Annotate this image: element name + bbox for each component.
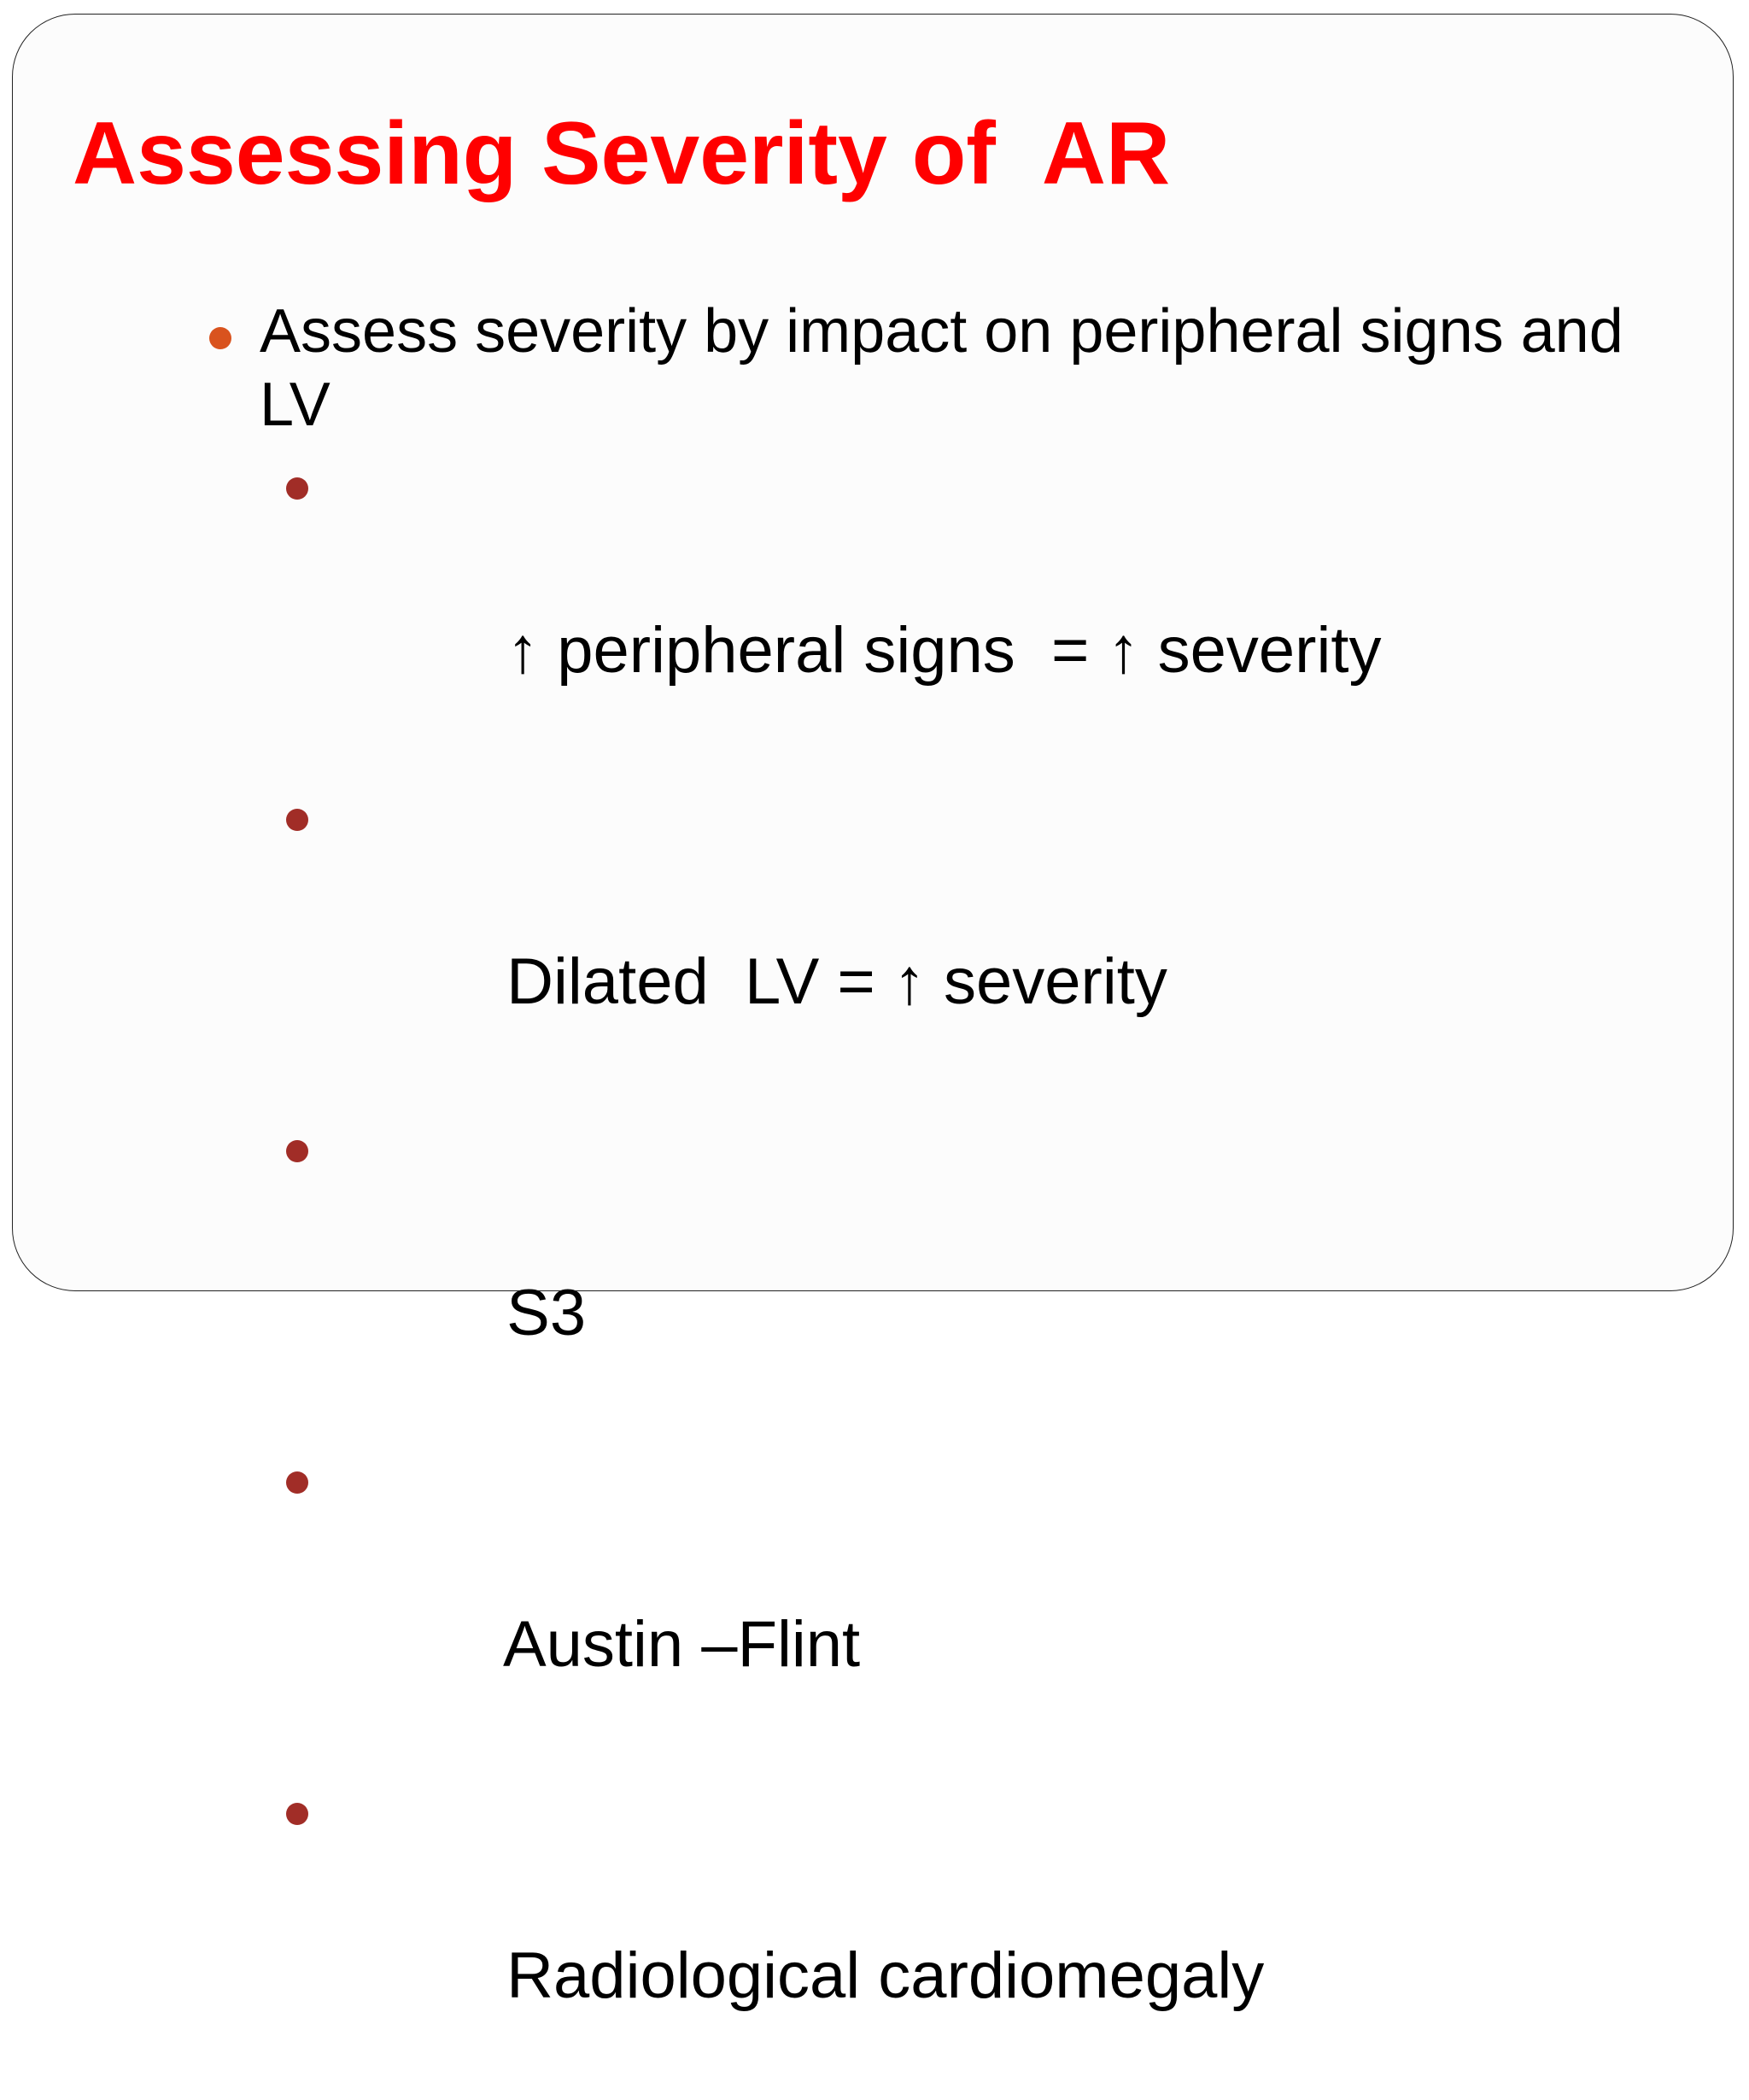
sub-bullet-item [260,1769,1688,2100]
slide-frame [12,14,1734,2012]
orange-bullet-icon [209,327,231,349]
sub-bullet-text: ↑ peripheral signs = ↑ severity [506,614,1382,687]
slide-title: Assessing Severity of AR [73,104,1171,203]
bullet-list [245,295,1688,2100]
red-bullet-icon [286,1471,308,1494]
sub-bullet-text: Radiological cardiomegaly [506,1939,1265,2012]
sub-bullet-text: Austin –Flint [502,1608,861,1681]
main-bullet-text: Assess severity by impact on peripheral signs and LV [260,297,1623,439]
red-bullet-icon [286,1803,308,1825]
main-bullet-item [245,295,1688,2100]
sub-bullet-item [260,1437,1688,1769]
sub-bullet-item [260,1106,1688,1437]
sub-bullet-list [260,443,1688,2100]
red-bullet-icon [286,1140,308,1162]
sub-bullet-item [260,443,1688,775]
sub-bullet-text: S3 [506,1277,587,1349]
sub-bullet-text: Dilated LV = ↑ severity [506,945,1167,1018]
red-bullet-icon [286,477,308,500]
red-bullet-icon [286,809,308,831]
sub-bullet-item [260,775,1688,1106]
